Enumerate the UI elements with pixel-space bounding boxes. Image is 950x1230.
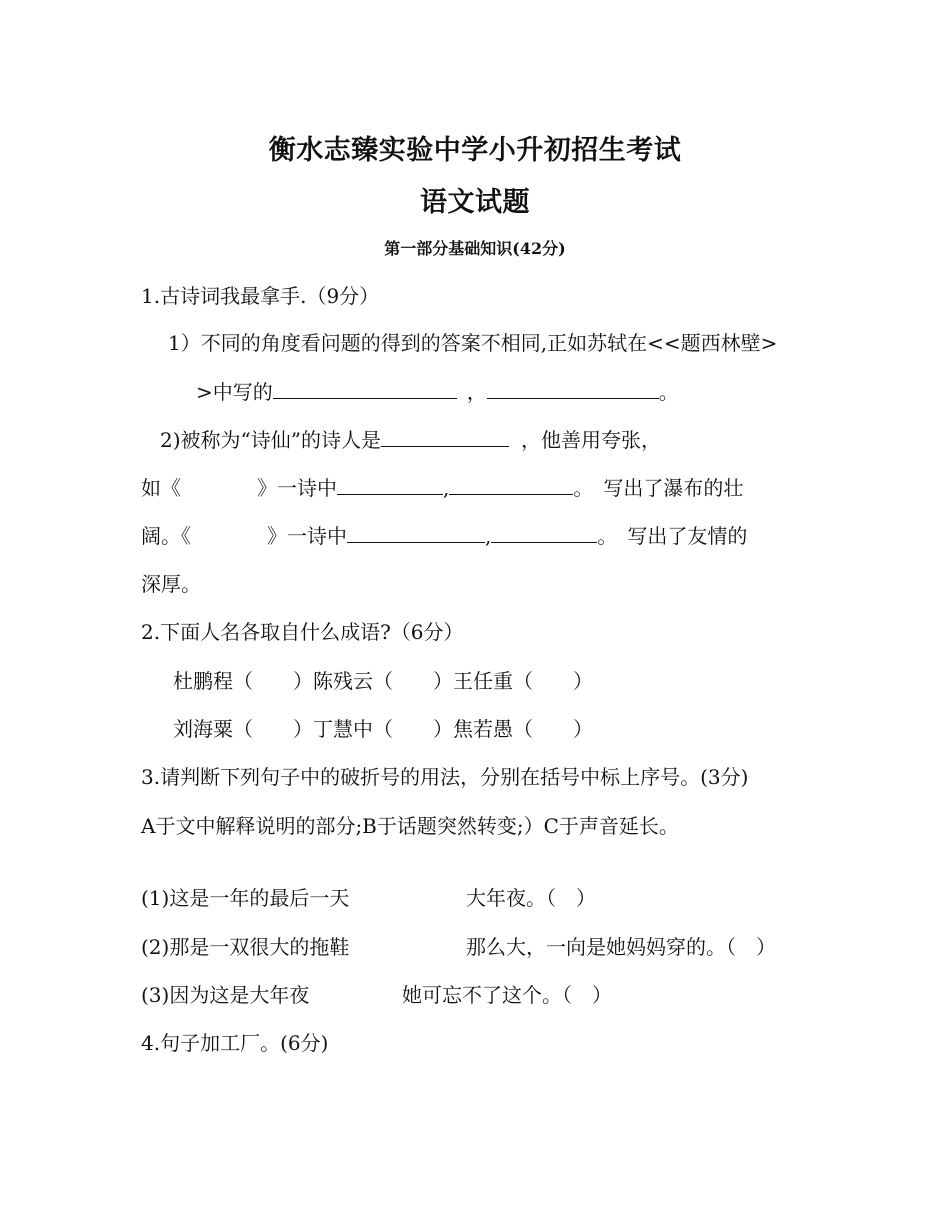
q1-sub2-l3-prefix: 阔。《 [141, 524, 191, 548]
exam-subtitle: 语文试题 [420, 187, 530, 218]
answer-blank[interactable] [273, 378, 457, 399]
q3-item2-a: (2)那是一双很大的拖鞋 [141, 935, 350, 959]
q1-sub2-line2 [141, 474, 743, 502]
answer-blank[interactable] [449, 474, 573, 495]
q1-sub2-line3 [141, 522, 747, 550]
q2-row2: 刘海粟（ ）丁慧中（ ）焦若愚（ ） [173, 717, 593, 741]
q4-heading: 4.句子加工厂。(6分) [141, 1031, 329, 1055]
q3-item3-b: 她可忘不了这个。（ ） [402, 983, 612, 1007]
exam-title: 衡水志臻实验中学小升初招生考试 [268, 135, 682, 166]
q3-item1-b: 大年夜。（ ） [466, 886, 596, 910]
q3-item2-b: 那么大，一向是她妈妈穿的。（ ） [466, 935, 776, 959]
q1-sub2-l3-end: 。 写出了友情的 [597, 524, 748, 548]
q1-sub1-end: 。 [658, 380, 679, 404]
q1-sub2-l2-end: 。 写出了瀑布的壮 [573, 476, 744, 500]
q1-sub1-line2 [196, 378, 679, 406]
q3-heading: 3.请判断下列句子中的破折号的用法，分别在括号中标上序号。(3分) [141, 765, 749, 789]
q1-sub1-comma: ， [466, 380, 487, 404]
q1-sub2-prefix: 2)被称为“诗仙”的诗人是 [160, 428, 381, 452]
q1-sub2-line4: 深厚。 [141, 572, 201, 596]
q3-item1-a: (1)这是一年的最后一天 [141, 886, 350, 910]
q1-heading: 1.古诗词我最拿手.（9分） [141, 284, 380, 308]
section-heading: 第一部分基础知识(42分) [384, 239, 566, 258]
answer-blank[interactable] [381, 426, 509, 447]
answer-blank[interactable] [491, 522, 597, 543]
q3-item3-a: (3)因为这是大年夜 [141, 983, 310, 1007]
q1-sub2-l2-comma: , [443, 476, 450, 500]
q1-sub1-prefix: >中写的 [196, 380, 273, 404]
q1-sub2-l3-mid: 》一诗中 [267, 524, 347, 548]
q1-sub2-suffix: ，他善用夸张， [520, 428, 661, 452]
answer-blank[interactable] [347, 522, 485, 543]
q2-row1: 杜鹏程（ ）陈残云（ ）王任重（ ） [173, 669, 593, 693]
q1-sub1-line1: 1）不同的角度看问题的得到的答案不相同,正如苏轼在<<题西林壁> [168, 331, 778, 355]
answer-blank[interactable] [337, 474, 443, 495]
q1-sub2-l2-mid: 》一诗中 [257, 476, 337, 500]
q3-description: A于文中解释说明的部分;B于话题突然转变;）C于声音延长。 [141, 814, 679, 838]
q1-sub2-line1 [160, 426, 661, 454]
q1-sub2-l2-prefix: 如《 [141, 476, 181, 500]
answer-blank[interactable] [487, 378, 659, 399]
q1-sub2-l3-comma: , [485, 524, 492, 548]
q2-heading: 2.下面人名各取自什么成语?（6分） [141, 620, 464, 644]
